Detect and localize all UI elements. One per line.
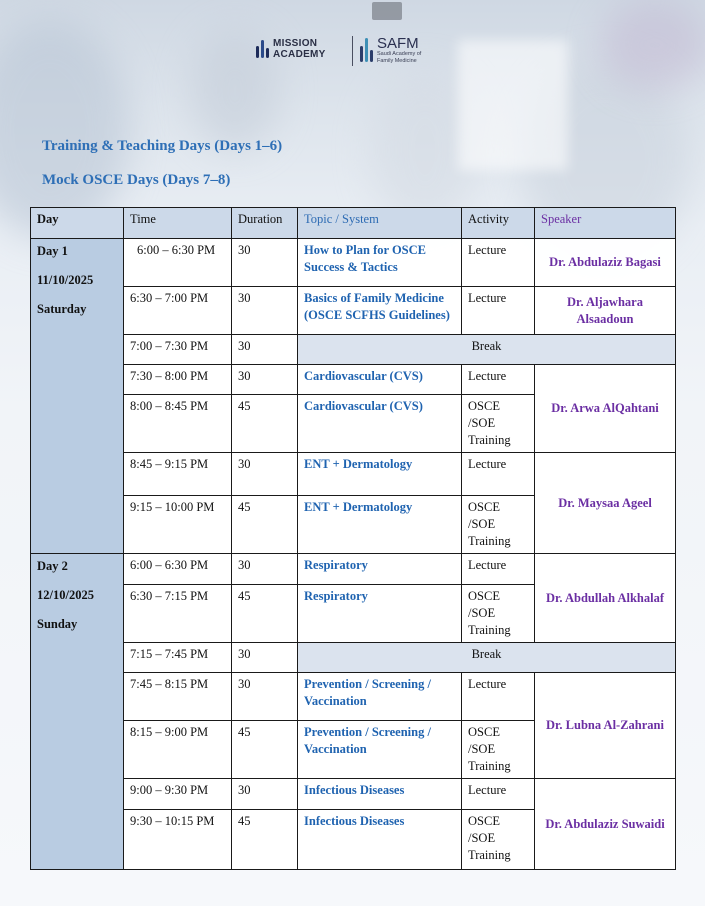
logo-bar xyxy=(256,36,456,70)
activity-cell: OSCE /SOE Training xyxy=(462,395,535,453)
time-cell: 6:30 – 7:00 PM xyxy=(124,287,232,335)
safm-title: SAFM xyxy=(377,35,419,52)
day-label: Day 1 xyxy=(37,244,68,258)
table-row xyxy=(31,239,676,287)
column-header: Duration xyxy=(232,208,298,239)
column-header: Activity xyxy=(462,208,535,239)
background-photo xyxy=(372,2,402,20)
topic-cell: Infectious Diseases xyxy=(298,779,462,810)
activity-cell: Lecture xyxy=(462,287,535,335)
time-cell: 7:45 – 8:15 PM xyxy=(124,673,232,721)
activity-cell: Lecture xyxy=(462,453,535,496)
background-photo xyxy=(458,40,568,170)
time-cell: 8:15 – 9:00 PM xyxy=(124,721,232,779)
duration-cell: 30 xyxy=(232,239,298,287)
table-row xyxy=(31,643,676,673)
activity-cell: OSCE /SOE Training xyxy=(462,496,535,554)
time-cell: 8:45 – 9:15 PM xyxy=(124,453,232,496)
mission-mark-icon xyxy=(256,40,269,58)
activity-cell: Lecture xyxy=(462,554,535,585)
table-header-row xyxy=(31,208,676,239)
duration-cell: 30 xyxy=(232,287,298,335)
break-cell: Break xyxy=(298,335,676,365)
table-row xyxy=(31,673,676,721)
duration-cell: 30 xyxy=(232,554,298,585)
topic-cell: Cardiovascular (CVS) xyxy=(298,395,462,453)
table-row xyxy=(31,287,676,335)
time-cell: 6:30 – 7:15 PM xyxy=(124,585,232,643)
time-cell: 9:30 – 10:15 PM xyxy=(124,810,232,870)
activity-cell: Lecture xyxy=(462,673,535,721)
column-header: Topic / System xyxy=(298,208,462,239)
speaker-cell: Dr. Maysaa Ageel xyxy=(535,453,676,554)
time-cell: 9:00 – 9:30 PM xyxy=(124,779,232,810)
safm-logo xyxy=(360,36,437,64)
logo-divider xyxy=(352,36,353,66)
mission-logo-line-2: ACADEMY xyxy=(273,49,326,60)
topic-cell: Respiratory xyxy=(298,554,462,585)
column-header: Speaker xyxy=(535,208,676,239)
mission-logo-line-1: MISSION xyxy=(273,38,318,49)
speaker-cell: Dr. Arwa AlQahtani xyxy=(535,365,676,453)
day-date: 12/10/2025 xyxy=(37,588,94,602)
background-photo xyxy=(600,0,705,90)
time-cell: 9:15 – 10:00 PM xyxy=(124,496,232,554)
table-row xyxy=(31,554,676,585)
heading-mock-osce-days: Mock OSCE Days (Days 7–8) xyxy=(42,172,231,188)
topic-cell: Cardiovascular (CVS) xyxy=(298,365,462,395)
duration-cell: 45 xyxy=(232,810,298,870)
duration-cell: 30 xyxy=(232,453,298,496)
time-cell: 6:00 – 6:30 PM xyxy=(124,239,232,287)
duration-cell: 45 xyxy=(232,395,298,453)
table-row xyxy=(31,779,676,810)
time-cell: 7:15 – 7:45 PM xyxy=(124,643,232,673)
safm-mark-icon xyxy=(360,38,373,62)
topic-cell: How to Plan for OSCE Success & Tactics xyxy=(298,239,462,287)
column-header: Time xyxy=(124,208,232,239)
activity-cell: OSCE /SOE Training xyxy=(462,721,535,779)
speaker-cell: Dr. Abdulaziz Suwaidi xyxy=(535,779,676,870)
mission-academy-logo xyxy=(256,38,326,60)
topic-cell: ENT + Dermatology xyxy=(298,453,462,496)
heading-training-days: Training & Teaching Days (Days 1–6) xyxy=(42,138,283,154)
time-cell: 7:00 – 7:30 PM xyxy=(124,335,232,365)
topic-cell: Basics of Family Medicine (OSCE SCFHS Guidelines) xyxy=(298,287,462,335)
duration-cell: 30 xyxy=(232,365,298,395)
topic-cell: Prevention / Screening / Vaccination xyxy=(298,721,462,779)
day-weekday: Sunday xyxy=(37,617,78,631)
time-cell: 8:00 – 8:45 PM xyxy=(124,395,232,453)
activity-cell: Lecture xyxy=(462,779,535,810)
table-row xyxy=(31,335,676,365)
day-cell xyxy=(31,554,124,870)
day-weekday: Saturday xyxy=(37,302,87,316)
duration-cell: 30 xyxy=(232,779,298,810)
topic-cell: Infectious Diseases xyxy=(298,810,462,870)
speaker-cell: Dr. Abdullah Alkhalaf xyxy=(535,554,676,643)
activity-cell: Lecture xyxy=(462,239,535,287)
duration-cell: 45 xyxy=(232,496,298,554)
duration-cell: 45 xyxy=(232,721,298,779)
speaker-cell: Dr. Abdulaziz Bagasi xyxy=(535,239,676,287)
activity-cell: OSCE /SOE Training xyxy=(462,585,535,643)
duration-cell: 30 xyxy=(232,335,298,365)
activity-cell: OSCE /SOE Training xyxy=(462,810,535,870)
duration-cell: 30 xyxy=(232,673,298,721)
time-cell: 6:00 – 6:30 PM xyxy=(124,554,232,585)
speaker-cell: Dr. Lubna Al-Zahrani xyxy=(535,673,676,779)
topic-cell: Prevention / Screening / Vaccination xyxy=(298,673,462,721)
time-cell: 7:30 – 8:00 PM xyxy=(124,365,232,395)
topic-cell: ENT + Dermatology xyxy=(298,496,462,554)
table-row xyxy=(31,453,676,496)
safm-subtitle: Saudi Academy of Family Medicine xyxy=(377,51,422,64)
schedule-table xyxy=(30,207,676,870)
day-date: 11/10/2025 xyxy=(37,273,94,287)
table-row xyxy=(31,365,676,395)
day-cell xyxy=(31,239,124,554)
break-cell: Break xyxy=(298,643,676,673)
topic-cell: Respiratory xyxy=(298,585,462,643)
day-label: Day 2 xyxy=(37,559,68,573)
column-header: Day xyxy=(31,208,124,239)
speaker-cell: Dr. Aljawhara Alsaadoun xyxy=(535,287,676,335)
activity-cell: Lecture xyxy=(462,365,535,395)
duration-cell: 45 xyxy=(232,585,298,643)
duration-cell: 30 xyxy=(232,643,298,673)
